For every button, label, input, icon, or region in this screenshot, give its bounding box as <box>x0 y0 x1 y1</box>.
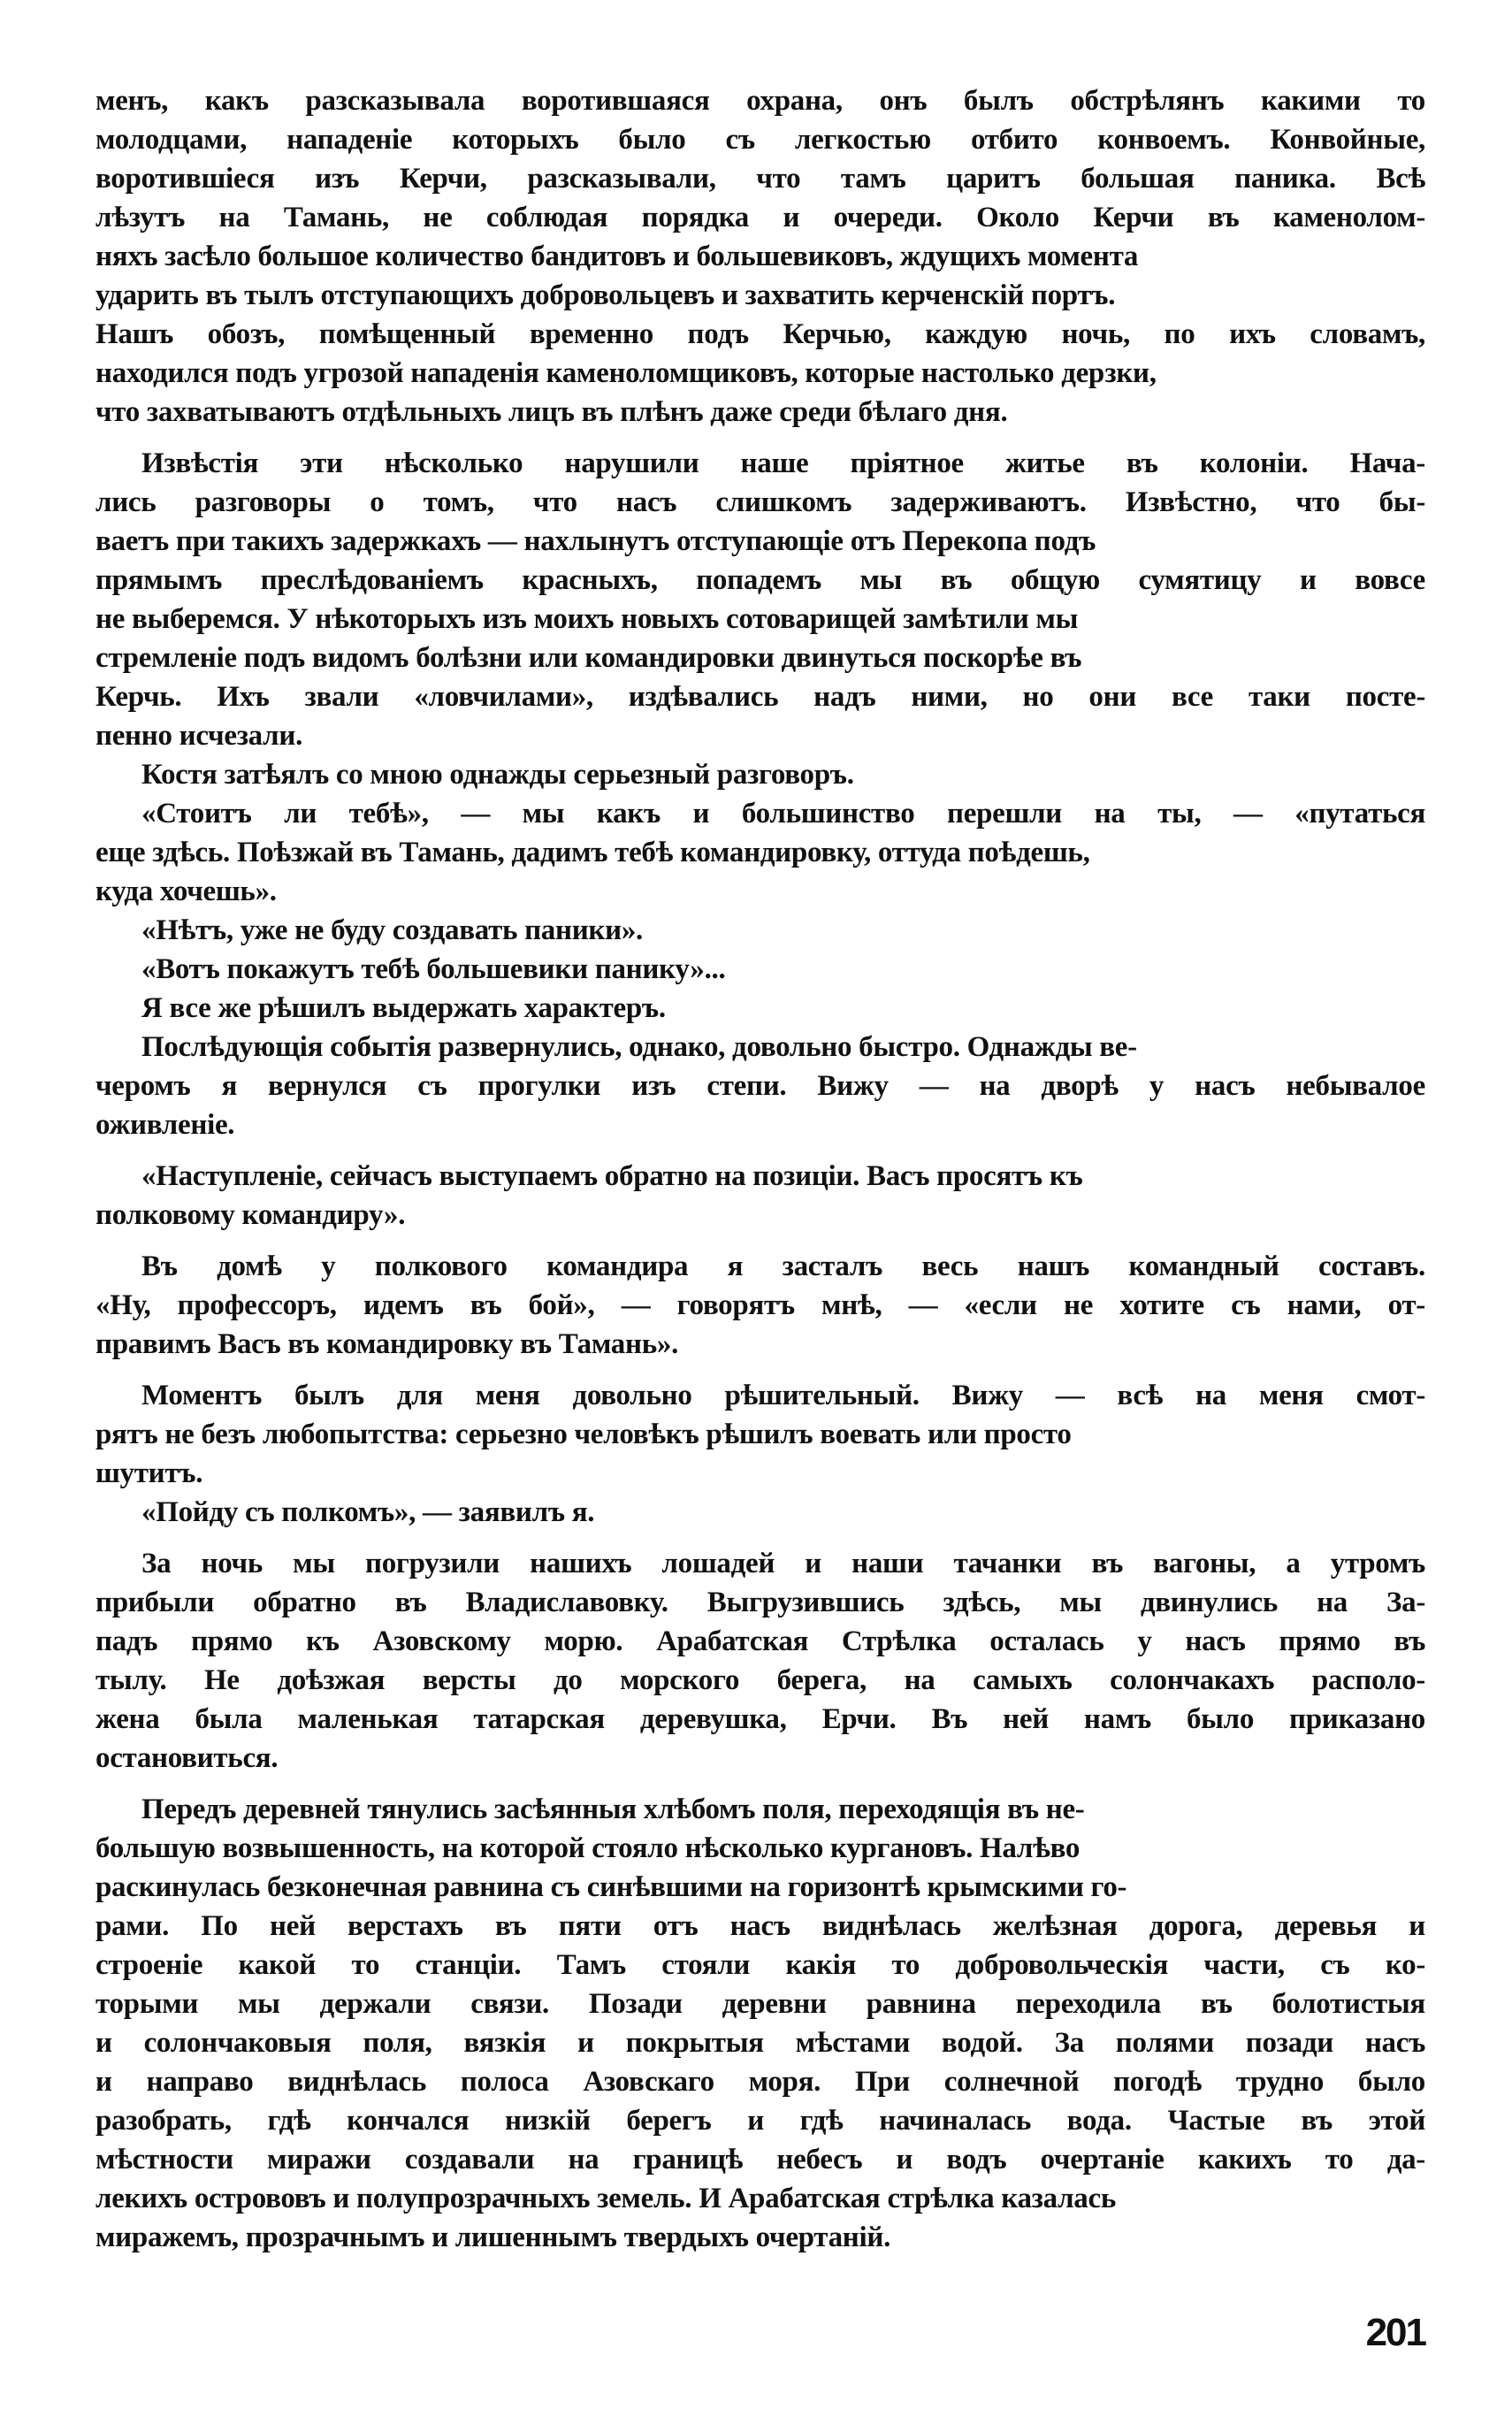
text-line <box>95 1493 1425 1532</box>
text-line <box>95 237 1425 276</box>
text-line-content: воротившіеся изъ Керчи, разсказывали, что тамъ царитъ большая паника. Всѣ <box>95 163 1425 195</box>
text-line-content: молодцами, нападеніе которыхъ было съ легкостью отбито конвоемъ. Конвойные, <box>95 124 1425 156</box>
text-line <box>95 872 1425 911</box>
text-line <box>95 276 1425 315</box>
text-line-content: Послѣдующія событія развернулись, однако, довольно быстро. Однажды ве- <box>141 1031 1137 1063</box>
text-line-content: прямымъ преслѣдованіемъ красныхъ, попадемъ мы въ общую сумятицу и вовсе <box>95 564 1425 596</box>
text-line-content: ударить въ тылъ отступающихъ добровольцевъ и захватить керченскій портъ. <box>95 279 1116 311</box>
text-line-content: «Вотъ покажутъ тебѣ большевики панику»... <box>141 953 726 985</box>
text-line-content: мѣстности миражи создавали на границѣ небесъ и водъ очертаніе какихъ то да- <box>95 2144 1425 2176</box>
text-line-content: За ночь мы погрузили нашихъ лошадей и наши тачанки въ вагоны, а утромъ <box>141 1548 1425 1579</box>
text-line-content: лекихъ острововъ и полупрозрачныхъ земель. И Арабатская стрѣлка казалась <box>95 2183 1117 2214</box>
text-line <box>95 561 1425 600</box>
text-line <box>95 522 1425 561</box>
text-line-content: «Пойду съ полкомъ», — заявилъ я. <box>141 1496 595 1528</box>
text-line <box>95 755 1425 794</box>
text-line <box>95 1247 1425 1286</box>
text-line-content: и направо виднѣлась полоса Азовскаго моря. При солнечной погодѣ трудно было <box>95 2066 1425 2098</box>
text-line <box>95 1739 1425 1778</box>
text-line <box>95 315 1425 354</box>
text-line <box>95 1790 1425 1829</box>
text-line <box>95 159 1425 198</box>
text-line <box>95 1028 1425 1067</box>
text-line <box>95 1661 1425 1700</box>
text-line <box>95 483 1425 522</box>
text-line <box>95 911 1425 950</box>
text-line-content: разобрать, гдѣ кончался низкій берегъ и гдѣ начиналась вода. Частые въ этой <box>95 2105 1425 2137</box>
text-line <box>95 677 1425 716</box>
text-line <box>95 2062 1425 2101</box>
text-line-content: менъ, какъ разсказывала воротившаяся охрана, онъ былъ обстрѣлянъ какими то <box>95 85 1425 117</box>
text-line <box>95 1157 1425 1196</box>
text-line-content: рятъ не безъ любопытства: серьезно человѣкъ рѣшилъ воевать или просто <box>95 1419 1072 1450</box>
text-line-content: торыми мы держали связи. Позади деревни равнина переходила въ болотистыя <box>95 1988 1425 2020</box>
text-line-content: лись разговоры о томъ, что насъ слишкомъ задерживаютъ. Извѣстно, что бы- <box>95 486 1425 518</box>
text-line <box>95 198 1425 237</box>
text-line-content: куда хочешь». <box>95 876 277 907</box>
text-line-content: Я все же рѣшилъ выдержать характеръ. <box>141 992 666 1024</box>
text-line <box>95 2023 1425 2062</box>
paragraph <box>95 1157 1425 1235</box>
text-line <box>95 1946 1425 1985</box>
text-line-content: и солончаковыя поля, вязкія и покрытыя мѣстами водой. За полями позади насъ <box>95 2027 1425 2059</box>
paragraph <box>95 81 1425 432</box>
paragraph <box>95 1028 1425 1144</box>
paragraph <box>95 1247 1425 1364</box>
text-line-content: правимъ Васъ въ командировку въ Тамань». <box>95 1328 679 1360</box>
text-line <box>95 1105 1425 1144</box>
text-line-content: Передъ деревней тянулись засѣянныя хлѣбомъ поля, переходящія въ не- <box>141 1793 1085 1825</box>
text-line <box>95 81 1425 120</box>
text-line <box>95 2140 1425 2179</box>
text-line <box>95 989 1425 1028</box>
text-line-content: Костя затѣялъ со мною однажды серьезный разговоръ. <box>141 759 854 791</box>
text-line-content: остановиться. <box>95 1742 279 1774</box>
text-line-content: еще здѣсь. Поѣзжай въ Тамань, дадимъ тебѣ командировку, оттуда поѣдешь, <box>95 837 1090 868</box>
text-line <box>95 1700 1425 1739</box>
text-line <box>95 120 1425 159</box>
text-line-content: няхъ засѣло большое количество бандитовъ и большевиковъ, ждущихъ момента <box>95 241 1139 272</box>
text-line <box>95 444 1425 483</box>
text-line-content: «Нѣтъ, уже не буду создавать паники». <box>141 914 643 946</box>
text-line-content: прибыли обратно въ Владиславовку. Выгрузившись здѣсь, мы двинулись на За- <box>95 1587 1425 1618</box>
text-line <box>95 393 1425 432</box>
text-line-content: Моментъ былъ для меня довольно рѣшительный. Вижу — всѣ на меня смот- <box>141 1380 1425 1411</box>
paragraph <box>95 1376 1425 1493</box>
text-line-content: полковому командиру». <box>95 1199 406 1231</box>
paragraph <box>95 1493 1425 1532</box>
text-line-content: рами. По ней верстахъ въ пяти отъ насъ виднѣлась желѣзная дорога, деревья и <box>95 1910 1425 1942</box>
text-line <box>95 950 1425 989</box>
text-line <box>95 600 1425 639</box>
text-line <box>95 1325 1425 1364</box>
paragraph <box>95 1790 1425 2257</box>
text-line-content: ваетъ при такихъ задержкахъ — нахлынутъ отступающіе отъ Перекопа подъ <box>95 525 1096 557</box>
paragraph <box>95 755 1425 794</box>
text-line-content: Въ домѣ у полкового командира я засталъ весь нашъ командный составъ. <box>141 1250 1425 1282</box>
text-line <box>95 1985 1425 2023</box>
text-line <box>95 1544 1425 1583</box>
text-line <box>95 716 1425 755</box>
text-line-content: лѣзутъ на Тамань, не соблюдая порядка и очереди. Около Керчи въ каменолом- <box>95 202 1425 233</box>
paragraph <box>95 444 1425 755</box>
text-line-content: пенно исчезали. <box>95 720 303 752</box>
book-page-text <box>95 81 1425 2257</box>
paragraph <box>95 794 1425 911</box>
text-line <box>95 1415 1425 1454</box>
text-line-content: большую возвышенность, на которой стояло нѣсколько кургановъ. Налѣво <box>95 1832 1081 1864</box>
text-line-content: раскинулась безконечная равнина съ синѣвшими на горизонтѣ крымскими го- <box>95 1871 1127 1903</box>
text-line <box>95 1868 1425 1907</box>
text-line <box>95 1583 1425 1622</box>
text-line-content: «Стоитъ ли тебѣ», — мы какъ и большинство перешли на ты, — «путаться <box>141 798 1425 830</box>
text-line <box>95 1067 1425 1105</box>
text-line <box>95 1286 1425 1325</box>
text-line <box>95 2101 1425 2140</box>
page-number: 201 <box>1365 2311 1425 2354</box>
text-line <box>95 2218 1425 2257</box>
text-line <box>95 2179 1425 2218</box>
text-line-content: жена была маленькая татарская деревушка, Ерчи. Въ ней намъ было приказано <box>95 1703 1425 1735</box>
text-line <box>95 1196 1425 1235</box>
text-line-content: строеніе какой то станціи. Тамъ стояли какія то добровольческія части, съ ко- <box>95 1949 1425 1981</box>
text-line <box>95 833 1425 872</box>
text-line-content: Керчь. Ихъ звали «ловчилами», издѣвались надъ ними, но они все таки посте- <box>95 681 1425 713</box>
text-line <box>95 1907 1425 1946</box>
page-number-row <box>95 2310 1425 2356</box>
text-line <box>95 1829 1425 1868</box>
text-line-content: «Ну, профессоръ, идемъ въ бой», — говорятъ мнѣ, — «если не хотите съ нами, от- <box>95 1289 1425 1321</box>
text-line-content: тылу. Не доѣзжая версты до морского берега, на самыхъ солончакахъ располо- <box>95 1664 1425 1696</box>
text-line-content: находился подъ угрозой нападенія каменоломщиковъ, которые настолько дерзки, <box>95 357 1157 389</box>
text-line-content: шутитъ. <box>95 1457 203 1489</box>
text-line-content: что захватываютъ отдѣльныхъ лицъ въ плѣнъ даже среди бѣлаго дня. <box>95 396 1008 428</box>
paragraph <box>95 989 1425 1028</box>
text-line-content: падъ прямо къ Азовскому морю. Арабатская Стрѣлка осталась у насъ прямо въ <box>95 1625 1425 1657</box>
text-line <box>95 1376 1425 1415</box>
paragraph <box>95 950 1425 989</box>
text-line-content: не выберемся. У нѣкоторыхъ изъ моихъ новыхъ сотоварищей замѣтили мы <box>95 603 1079 635</box>
text-line <box>95 1622 1425 1661</box>
text-line <box>95 354 1425 393</box>
text-line <box>95 639 1425 677</box>
text-line <box>95 1454 1425 1493</box>
text-line <box>95 794 1425 833</box>
paragraph <box>95 911 1425 950</box>
paragraph <box>95 1544 1425 1778</box>
text-line-content: «Наступленіе, сейчасъ выступаемъ обратно на позиціи. Васъ просятъ къ <box>141 1160 1083 1192</box>
text-line-content: стремленіе подъ видомъ болѣзни или командировки двинуться поскорѣе въ <box>95 642 1082 674</box>
text-line-content: миражемъ, прозрачнымъ и лишеннымъ твердыхъ очертаній. <box>95 2222 891 2253</box>
text-line-content: Извѣстія эти нѣсколько нарушили наше пріятное житье въ колоніи. Нача- <box>141 447 1425 479</box>
text-line-content: черомъ я вернулся съ прогулки изъ степи. Вижу — на дворѣ у насъ небывалое <box>95 1070 1425 1102</box>
text-line-content: оживленіе. <box>95 1109 235 1141</box>
text-line-content: Нашъ обозъ, помѣщенный временно подъ Керчью, каждую ночь, по ихъ словамъ, <box>95 318 1425 350</box>
